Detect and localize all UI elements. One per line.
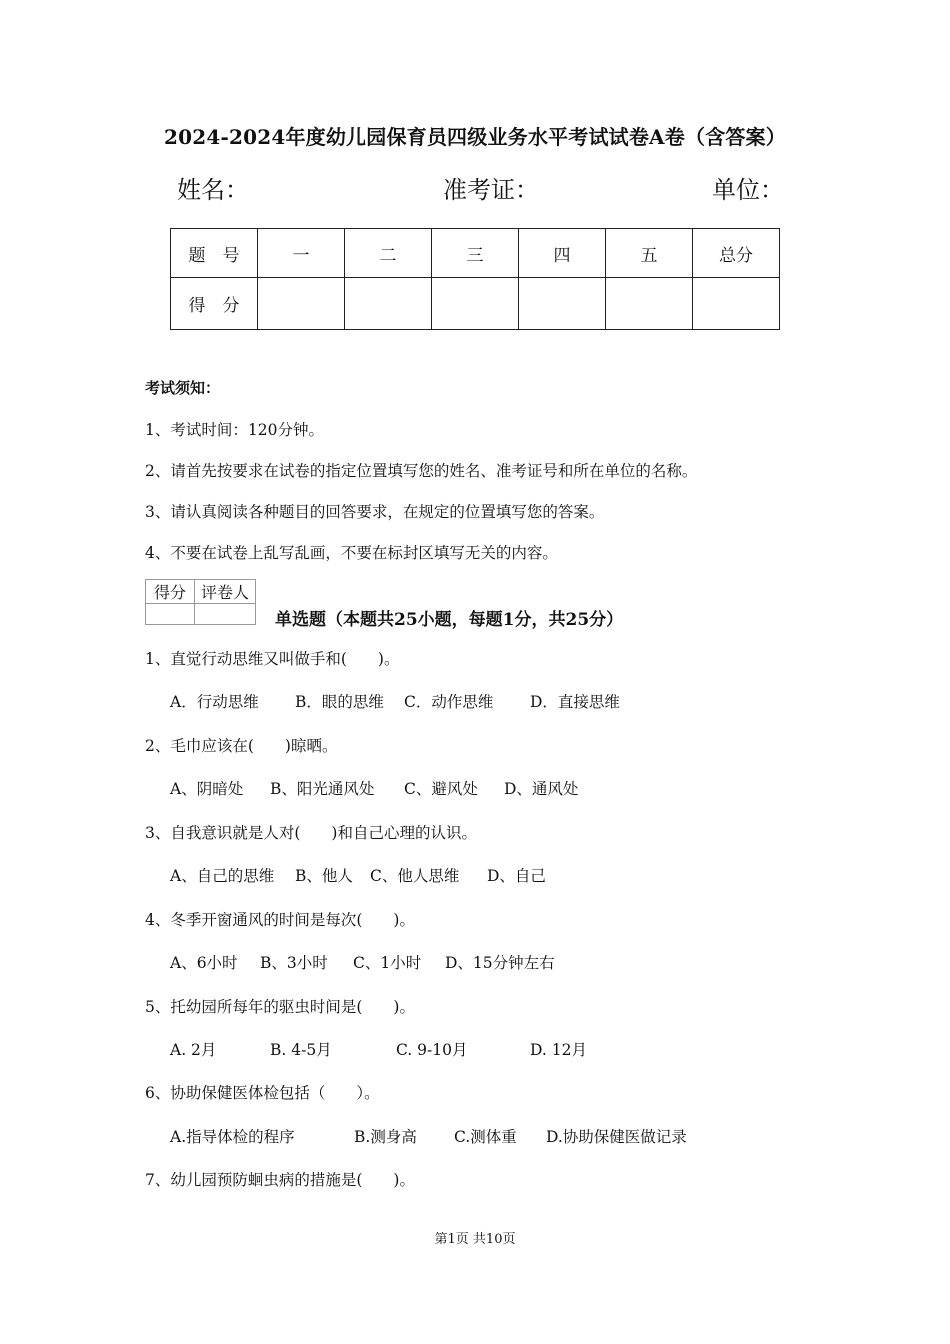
grader-score-label: 得分 xyxy=(146,580,195,604)
option-c[interactable]: C、避风处 xyxy=(404,780,478,798)
grader-box xyxy=(145,579,256,625)
score-table-header-row xyxy=(171,229,780,278)
unit-field-label: 单位： xyxy=(712,176,784,204)
option-c[interactable]: C、1小时 xyxy=(353,954,422,972)
option-b[interactable]: B、他人 xyxy=(295,867,353,885)
notice-item: 3、请认真阅读各种题目的回答要求，在规定的位置填写您的答案。 xyxy=(145,503,605,521)
option-a[interactable]: A. 2月 xyxy=(170,1041,217,1059)
option-b[interactable]: B、阳光通风处 xyxy=(270,780,375,798)
score-cell[interactable] xyxy=(345,278,432,330)
option-b[interactable]: B、3小时 xyxy=(260,954,328,972)
score-cell[interactable] xyxy=(258,278,345,330)
option-a[interactable]: A、阴暗处 xyxy=(170,780,244,798)
document-title: 2024-2024年度幼儿园保育员四级业务水平考试试卷A卷（含答案） xyxy=(164,125,786,149)
page-footer: 第1页 共10页 xyxy=(434,1232,516,1247)
option-d[interactable]: D、15分钟左右 xyxy=(445,954,555,972)
option-d[interactable]: D、通风处 xyxy=(504,780,579,798)
score-cell[interactable] xyxy=(519,278,606,330)
option-a[interactable]: A、自己的思维 xyxy=(170,867,275,885)
score-header-cell: 五 xyxy=(606,229,693,278)
name-field-label: 姓名： xyxy=(177,176,249,204)
score-header-cell: 二 xyxy=(345,229,432,278)
option-d[interactable]: D．直接思维 xyxy=(530,693,620,711)
score-cell[interactable] xyxy=(432,278,519,330)
option-b[interactable]: B．眼的思维 xyxy=(295,693,384,711)
question-text: 1、直觉行动思维又叫做手和( )。 xyxy=(145,650,400,668)
exam-id-field-label: 准考证： xyxy=(443,176,539,204)
option-c[interactable]: C．动作思维 xyxy=(404,693,494,711)
score-table xyxy=(170,228,780,330)
option-d[interactable]: D.协助保健医做记录 xyxy=(546,1128,687,1146)
score-header-cell: 三 xyxy=(432,229,519,278)
question-text: 5、托幼园所每年的驱虫时间是( )。 xyxy=(145,998,415,1016)
score-table-score-row xyxy=(171,278,780,330)
option-d[interactable]: D、自己 xyxy=(487,867,546,885)
question-text: 7、幼儿园预防蛔虫病的措施是( )。 xyxy=(145,1171,415,1189)
question-text: 4、冬季开窗通风的时间是每次( )。 xyxy=(145,911,415,929)
notice-item: 1、考试时间：120分钟。 xyxy=(145,421,324,439)
option-a[interactable]: A、6小时 xyxy=(170,954,238,972)
option-b[interactable]: B.测身高 xyxy=(354,1128,417,1146)
score-header-cell: 题 号 xyxy=(171,229,258,278)
grader-score-cell[interactable] xyxy=(146,604,195,625)
option-a[interactable]: A．行动思维 xyxy=(170,693,259,711)
option-a[interactable]: A.指导体检的程序 xyxy=(170,1128,295,1146)
score-header-cell: 四 xyxy=(519,229,606,278)
section-title: 单选题（本题共25小题，每题1分，共25分） xyxy=(275,610,624,630)
score-row-label: 得 分 xyxy=(171,278,258,330)
question-text: 6、协助保健医体检包括（ ）。 xyxy=(145,1084,380,1102)
option-c[interactable]: C.测体重 xyxy=(454,1128,517,1146)
question-text: 3、自我意识就是人对( )和自己心理的认识。 xyxy=(145,824,477,842)
question-text: 2、毛巾应该在( )晾晒。 xyxy=(145,737,338,755)
notice-item: 2、请首先按要求在试卷的指定位置填写您的姓名、准考证号和所在单位的名称。 xyxy=(145,462,698,480)
notice-item: 4、不要在试卷上乱写乱画，不要在标封区填写无关的内容。 xyxy=(145,544,558,562)
option-c[interactable]: C. 9-10月 xyxy=(396,1041,468,1059)
score-header-cell: 一 xyxy=(258,229,345,278)
score-cell[interactable] xyxy=(693,278,780,330)
grader-reviewer-cell[interactable] xyxy=(195,604,256,625)
notice-title: 考试须知： xyxy=(145,379,221,397)
option-c[interactable]: C、他人思维 xyxy=(370,867,460,885)
score-header-cell: 总分 xyxy=(693,229,780,278)
grader-reviewer-label: 评卷人 xyxy=(195,580,256,604)
score-cell[interactable] xyxy=(606,278,693,330)
option-d[interactable]: D. 12月 xyxy=(530,1041,587,1059)
option-b[interactable]: B. 4-5月 xyxy=(270,1041,332,1059)
